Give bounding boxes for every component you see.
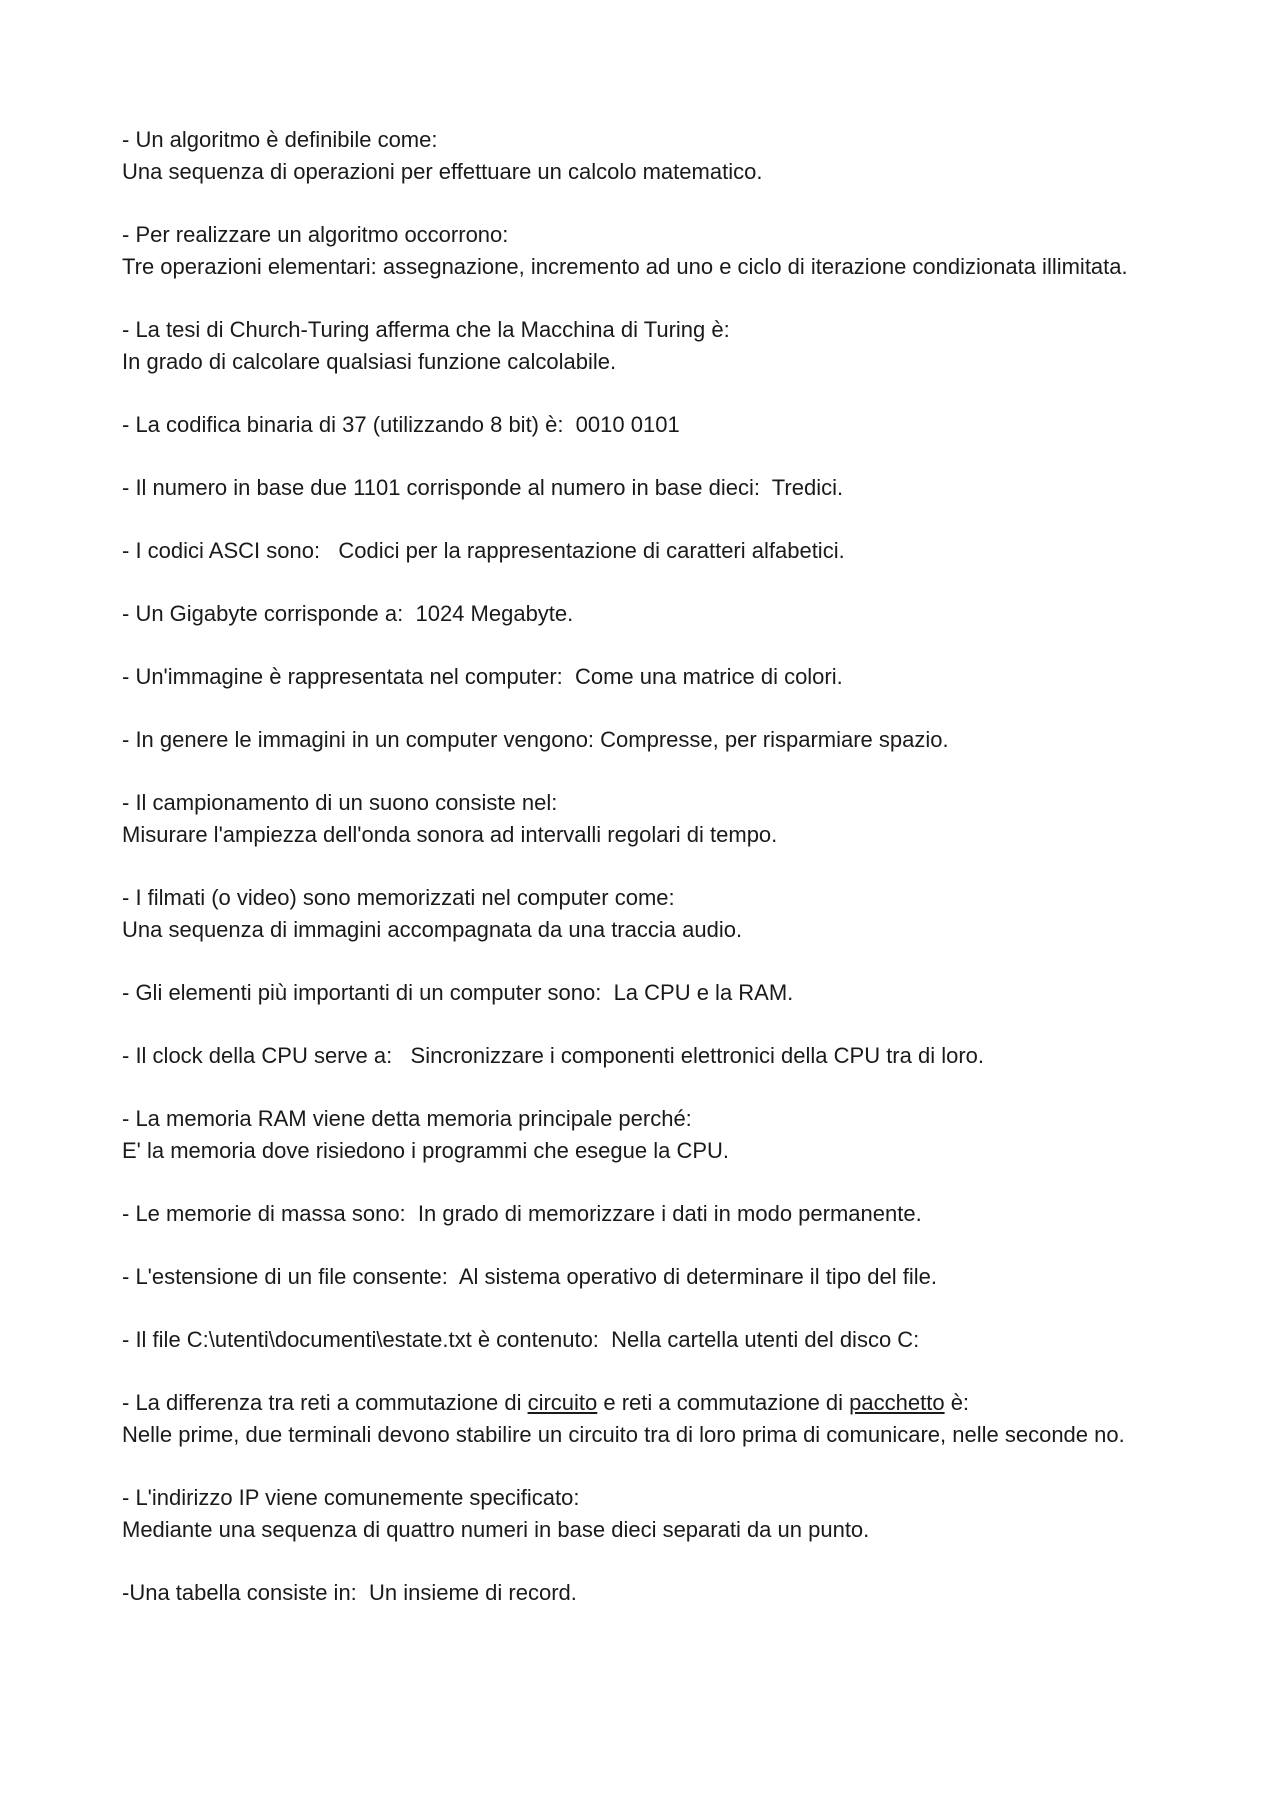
question-12 [122,977,1162,1009]
question-4 [122,409,1162,441]
question-19 [122,1482,1162,1546]
question-17 [122,1324,1162,1356]
question-answer-text: -Una tabella consiste in: Un insieme di record. [122,1580,577,1605]
question-14 [122,1103,1162,1167]
question-11 [122,882,1162,946]
question-8 [122,661,1162,693]
question-text: - Un algoritmo è definibile come: [122,127,438,152]
question-answer-text: - Le memorie di massa sono: In grado di memorizzare i dati in modo permanente. [122,1201,922,1226]
question-text-part: - La differenza tra reti a commutazione di [122,1390,528,1415]
question-13 [122,1040,1162,1072]
answer-text: Una sequenza di immagini accompagnata da una traccia audio. [122,917,743,942]
answer-text: Misurare l'ampiezza dell'onda sonora ad intervalli regolari di tempo. [122,822,778,847]
document-page [122,124,1162,1640]
answer-text: Una sequenza di operazioni per effettuare un calcolo matematico. [122,159,763,184]
question-text: - Per realizzare un algoritmo occorrono: [122,222,509,247]
question-18 [122,1387,1162,1451]
question-text: - L'indirizzo IP viene comunemente specificato: [122,1485,580,1510]
question-5 [122,472,1162,504]
answer-text: Mediante una sequenza di quattro numeri in base dieci separati da un punto. [122,1517,870,1542]
question-6 [122,535,1162,567]
question-15 [122,1198,1162,1230]
question-answer-text: - La codifica binaria di 37 (utilizzando 8 bit) è: 0010 0101 [122,412,680,437]
question-text: - La memoria RAM viene detta memoria principale perché: [122,1106,692,1131]
question-16 [122,1261,1162,1293]
question-answer-text: - In genere le immagini in un computer vengono: Compresse, per risparmiare spazio. [122,727,949,752]
question-text [122,1387,1162,1419]
question-answer-text: - Un'immagine è rappresentata nel computer: Come una matrice di colori. [122,664,843,689]
answer-text: In grado di calcolare qualsiasi funzione calcolabile. [122,349,617,374]
question-text-part: è: [944,1390,970,1415]
question-answer-text: - Il clock della CPU serve a: Sincronizzare i componenti elettronici della CPU tra di loro. [122,1043,985,1068]
question-answer-text: - Il file C:\utenti\documenti\estate.txt è contenuto: Nella cartella utenti del disco C: [122,1327,920,1352]
question-3 [122,314,1162,378]
question-text-part: e reti a commutazione di [597,1390,850,1415]
question-answer-text: - Un Gigabyte corrisponde a: 1024 Megabyte. [122,601,574,626]
underlined-term-pacchetto: pacchetto [849,1390,945,1415]
question-answer-text: - Il numero in base due 1101 corrisponde al numero in base dieci: Tredici. [122,475,844,500]
question-2 [122,219,1162,283]
underlined-term-circuito: circuito [527,1390,598,1415]
question-text: - Il campionamento di un suono consiste nel: [122,790,558,815]
question-20 [122,1577,1162,1609]
answer-text: Nelle prime, due terminali devono stabilire un circuito tra di loro prima di comunicare, nelle seconde no. [122,1422,1125,1447]
question-answer-text: - I codici ASCI sono: Codici per la rappresentazione di caratteri alfabetici. [122,538,845,563]
question-9 [122,724,1162,756]
question-answer-text: - L'estensione di un file consente: Al sistema operativo di determinare il tipo del file. [122,1264,937,1289]
question-10 [122,787,1162,851]
answer-text: E' la memoria dove risiedono i programmi che esegue la CPU. [122,1138,730,1163]
question-1 [122,124,1162,188]
question-text: - La tesi di Church-Turing afferma che la Macchina di Turing è: [122,317,730,342]
answer-text: Tre operazioni elementari: assegnazione, incremento ad uno e ciclo di iterazione condizionata illimitata. [122,254,1128,279]
question-text: - I filmati (o video) sono memorizzati nel computer come: [122,885,675,910]
question-7 [122,598,1162,630]
question-answer-text: - Gli elementi più importanti di un computer sono: La CPU e la RAM. [122,980,794,1005]
